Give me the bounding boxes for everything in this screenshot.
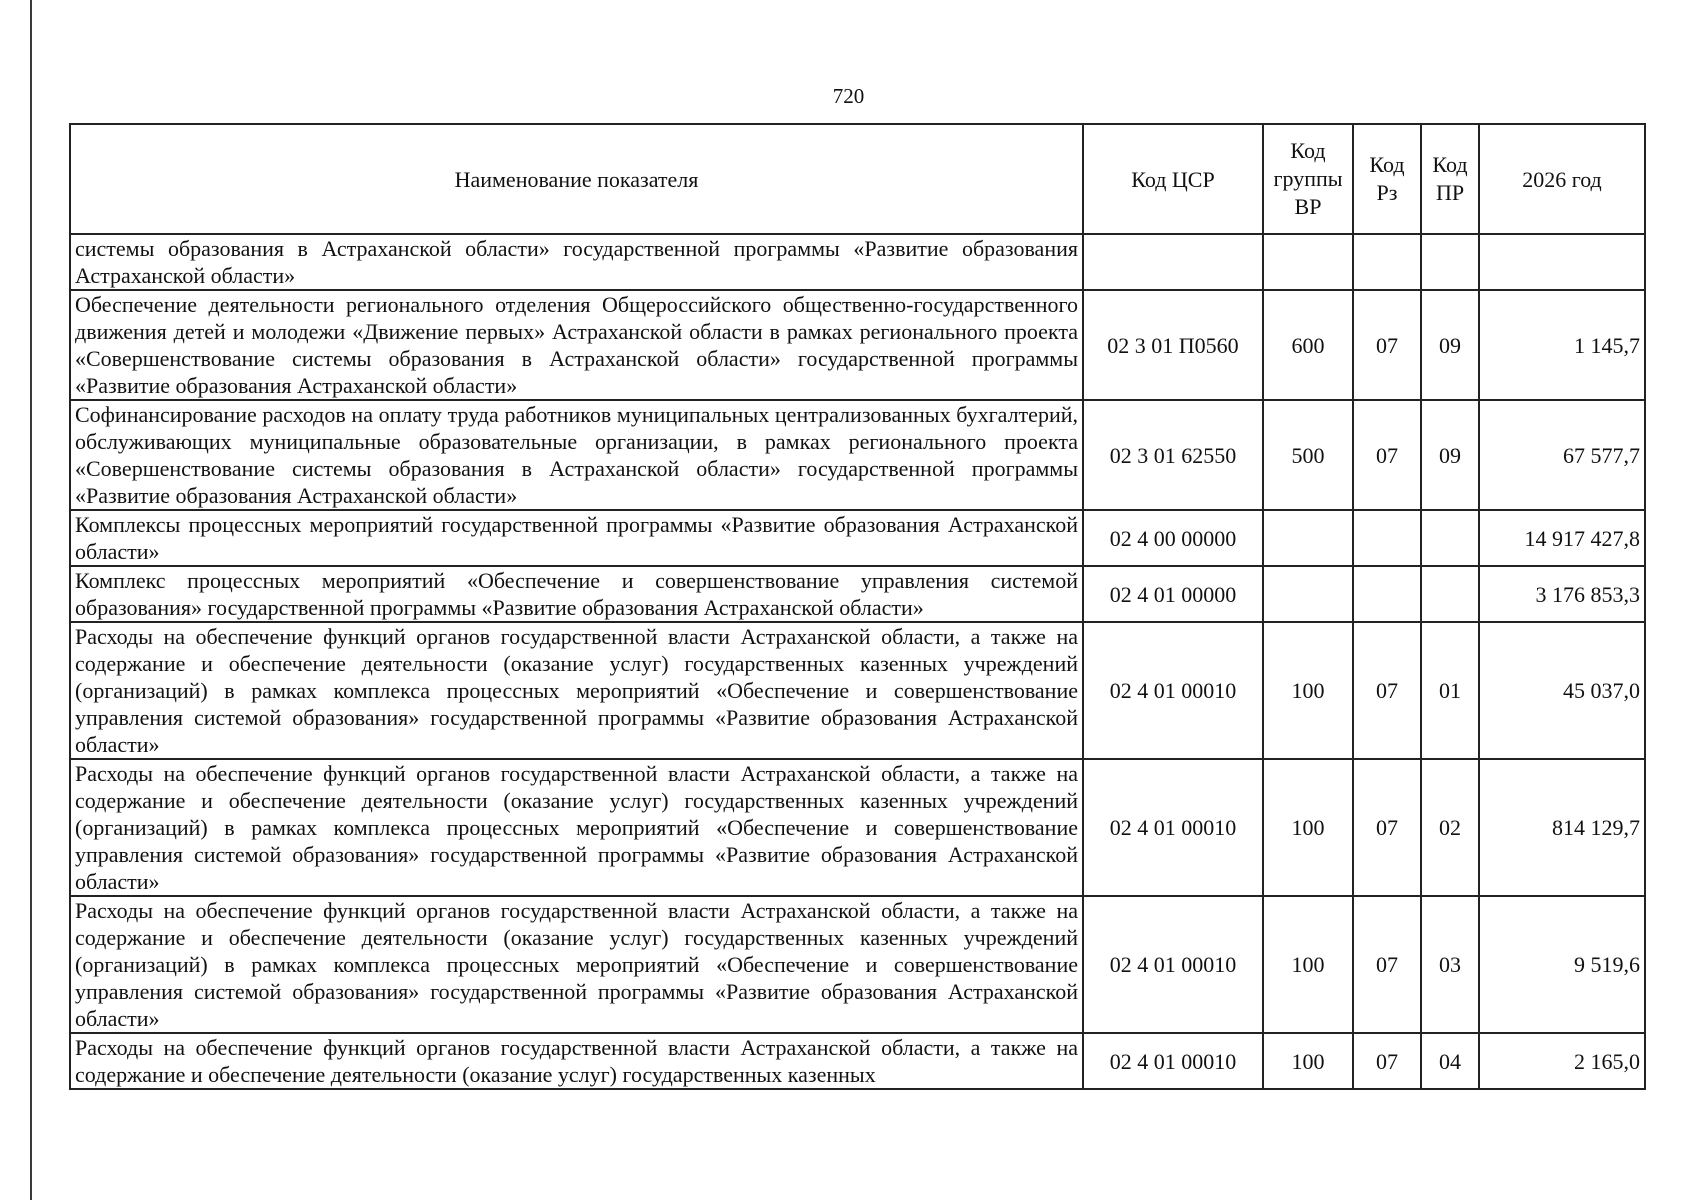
row-amount: 67 577,7 [1479, 400, 1645, 510]
row-amount: 9 519,6 [1479, 896, 1645, 1033]
row-csr: 02 4 01 00010 [1083, 896, 1263, 1033]
row-vr [1263, 234, 1353, 290]
row-name: Обеспечение деятельности регионального отделения Общероссийского общественно-государственного движения детей и молодежи «Движение первых» Астраханской области в рамках регионального проекта «Совершенствование системы образования в Астраханской области» государственной программы «Развитие образования Астраханской области» [70, 290, 1083, 400]
row-name: Расходы на обеспечение функций органов государственной власти Астраханской области, а также на содержание и обеспечение деятельности (оказание услуг) государственных казенных [70, 1033, 1083, 1089]
row-pr [1421, 510, 1479, 566]
row-rz: 07 [1353, 400, 1421, 510]
row-csr: 02 3 01 62550 [1083, 400, 1263, 510]
table-row [70, 290, 1645, 400]
page-number: 720 [832, 84, 865, 108]
row-rz: 07 [1353, 759, 1421, 896]
row-rz: 07 [1353, 622, 1421, 759]
row-amount: 14 917 427,8 [1479, 510, 1645, 566]
row-rz [1353, 510, 1421, 566]
row-vr: 600 [1263, 290, 1353, 400]
table-row [70, 896, 1645, 1033]
row-csr: 02 3 01 П0560 [1083, 290, 1263, 400]
row-csr [1083, 234, 1263, 290]
row-name: Софинансирование расходов на оплату труда работников муниципальных централизованных бухгалтерий, обслуживающих муниципальные образовательные организации, в рамках регионального проекта «Совершенствование системы образования в Астраханской области» государственной программы «Развитие образования Астраханской области» [70, 400, 1083, 510]
row-pr: 03 [1421, 896, 1479, 1033]
header-name: Наименование показателя [70, 124, 1083, 234]
row-pr: 09 [1421, 290, 1479, 400]
row-name: Расходы на обеспечение функций органов государственной власти Астраханской области, а также на содержание и обеспечение деятельности (оказание услуг) государственных казенных учреждений (организаций) в рамках комплекса процессных мероприятий «Обеспечение и совершенствование управления системой образования» государственной программы «Развитие образования Астраханской области» [70, 759, 1083, 896]
row-csr: 02 4 01 00010 [1083, 622, 1263, 759]
row-pr: 04 [1421, 1033, 1479, 1089]
row-pr: 02 [1421, 759, 1479, 896]
row-rz [1353, 566, 1421, 622]
row-rz: 07 [1353, 1033, 1421, 1089]
row-vr [1263, 566, 1353, 622]
row-rz [1353, 234, 1421, 290]
row-vr: 500 [1263, 400, 1353, 510]
row-csr: 02 4 01 00010 [1083, 759, 1263, 896]
row-amount: 45 037,0 [1479, 622, 1645, 759]
row-pr: 01 [1421, 622, 1479, 759]
row-name: Комплекс процессных мероприятий «Обеспечение и совершенствование управления системой образования» государственной программы «Развитие образования Астраханской области» [70, 566, 1083, 622]
row-name: Комплексы процессных мероприятий государственной программы «Развитие образования Астраханской области» [70, 510, 1083, 566]
header-vr: Код группы ВР [1263, 124, 1353, 234]
row-vr [1263, 510, 1353, 566]
row-rz: 07 [1353, 896, 1421, 1033]
row-pr [1421, 566, 1479, 622]
row-name: Расходы на обеспечение функций органов государственной власти Астраханской области, а также на содержание и обеспечение деятельности (оказание услуг) государственных казенных учреждений (организаций) в рамках комплекса процессных мероприятий «Обеспечение и совершенствование управления системой образования» государственной программы «Развитие образования Астраханской области» [70, 622, 1083, 759]
row-amount: 3 176 853,3 [1479, 566, 1645, 622]
row-name: Расходы на обеспечение функций органов государственной власти Астраханской области, а также на содержание и обеспечение деятельности (оказание услуг) государственных казенных учреждений (организаций) в рамках комплекса процессных мероприятий «Обеспечение и совершенствование управления системой образования» государственной программы «Развитие образования Астраханской области» [70, 896, 1083, 1033]
table-row [70, 1033, 1645, 1089]
page-margin-rule [30, 0, 32, 1200]
table-row [70, 759, 1645, 896]
table-header-row [70, 124, 1645, 234]
row-amount: 1 145,7 [1479, 290, 1645, 400]
table-row [70, 400, 1645, 510]
row-vr: 100 [1263, 759, 1353, 896]
header-pr: Код ПР [1421, 124, 1479, 234]
table-row [70, 566, 1645, 622]
row-name: системы образования в Астраханской области» государственной программы «Развитие образования Астраханской области» [70, 234, 1083, 290]
row-amount: 814 129,7 [1479, 759, 1645, 896]
row-csr: 02 4 01 00010 [1083, 1033, 1263, 1089]
row-csr: 02 4 01 00000 [1083, 566, 1263, 622]
row-csr: 02 4 00 00000 [1083, 510, 1263, 566]
header-csr: Код ЦСР [1083, 124, 1263, 234]
row-vr: 100 [1263, 896, 1353, 1033]
table-row [70, 234, 1645, 290]
row-amount [1479, 234, 1645, 290]
row-rz: 07 [1353, 290, 1421, 400]
header-year: 2026 год [1479, 124, 1645, 234]
row-amount: 2 165,0 [1479, 1033, 1645, 1089]
row-vr: 100 [1263, 1033, 1353, 1089]
header-rz: Код Рз [1353, 124, 1421, 234]
row-vr: 100 [1263, 622, 1353, 759]
table-row [70, 622, 1645, 759]
table-row [70, 510, 1645, 566]
budget-table [69, 123, 1646, 1090]
row-pr [1421, 234, 1479, 290]
row-pr: 09 [1421, 400, 1479, 510]
